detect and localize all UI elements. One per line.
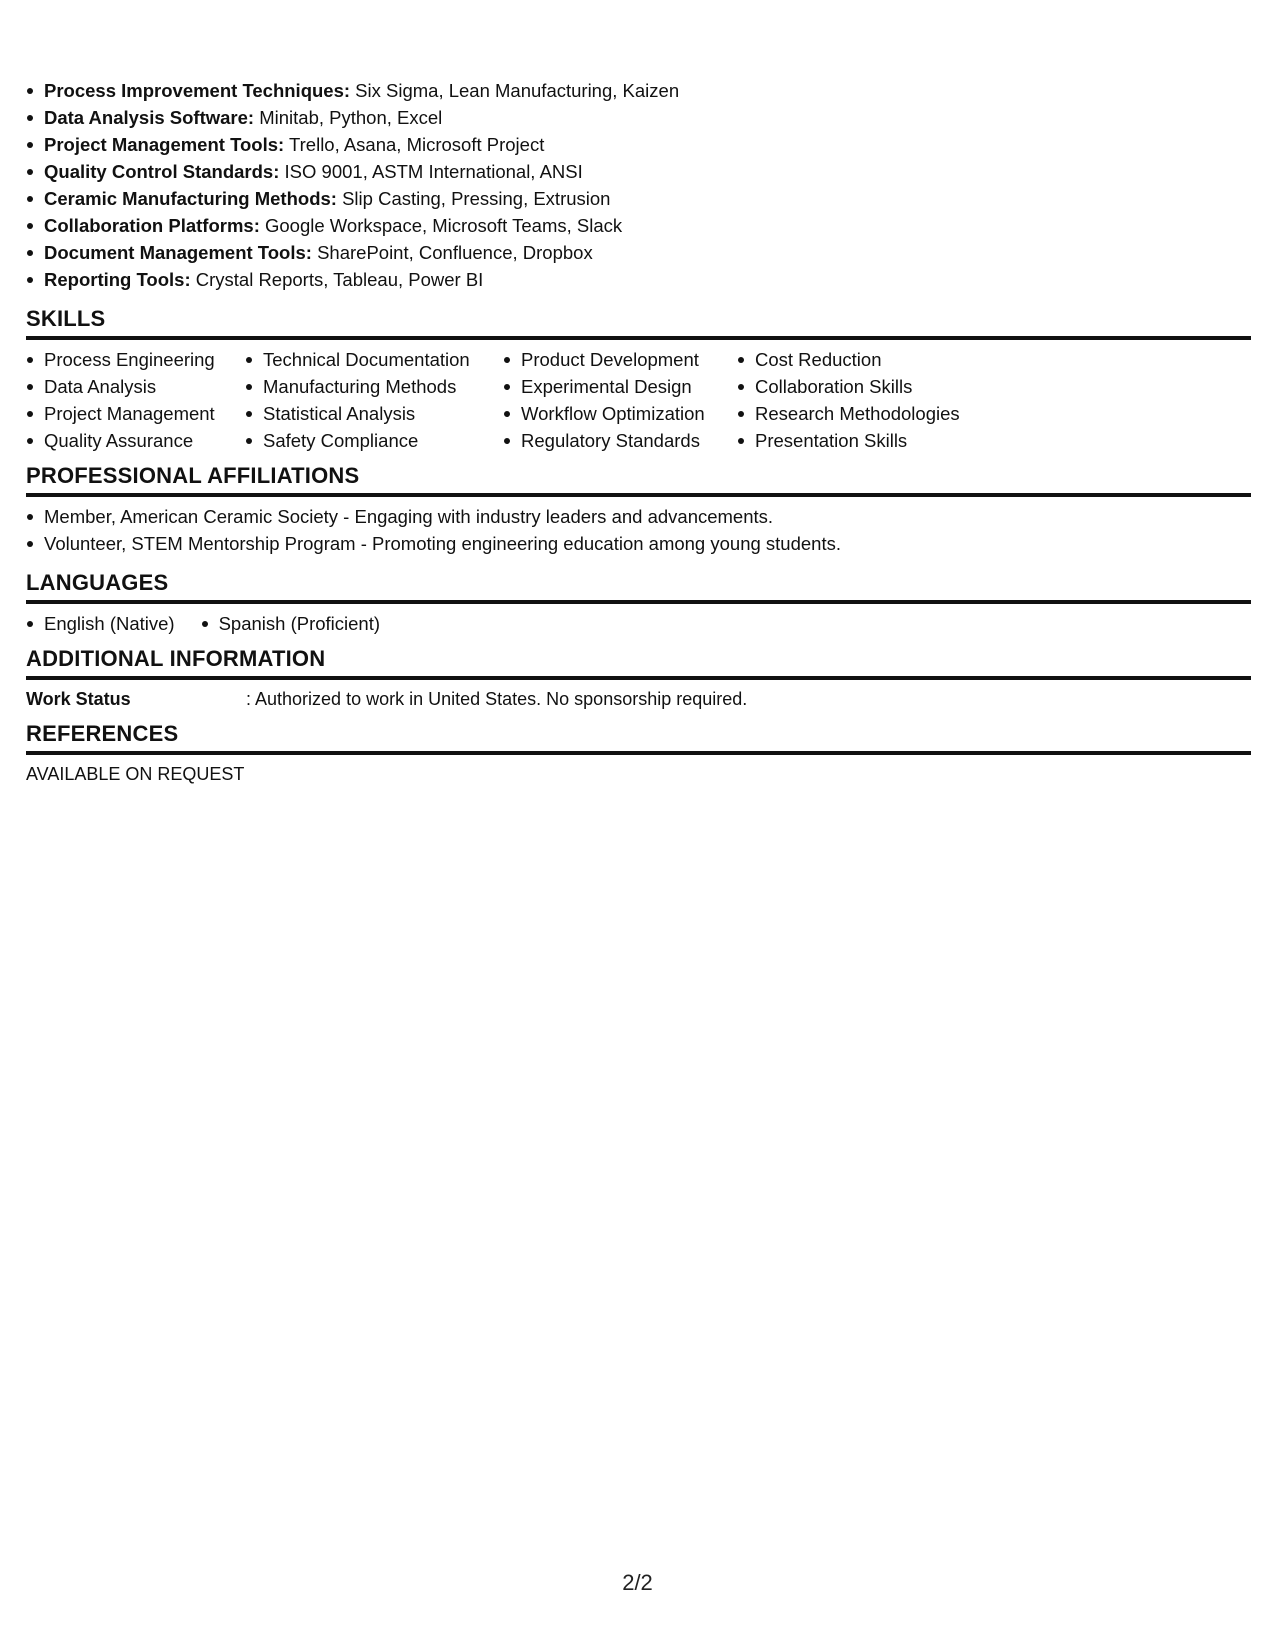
item-value: Minitab, Python, Excel — [259, 107, 443, 128]
work-status-label: Work Status — [26, 689, 131, 709]
skill-item: Cost Reduction — [737, 346, 997, 373]
skill-item: Product Development — [503, 346, 737, 373]
list-item — [26, 266, 1251, 293]
skill-item: Presentation Skills — [737, 427, 997, 454]
affiliations-list — [26, 503, 1251, 557]
skill-item: Experimental Design — [503, 373, 737, 400]
skill-item: Technical Documentation — [245, 346, 503, 373]
page-content — [26, 77, 1251, 787]
section-divider — [26, 676, 1251, 680]
item-value: Six Sigma, Lean Manufacturing, Kaizen — [355, 80, 680, 101]
section-divider — [26, 493, 1251, 497]
section-divider — [26, 751, 1251, 755]
skills-grid — [26, 346, 1251, 454]
list-item — [26, 77, 1251, 104]
skill-item: Workflow Optimization — [503, 400, 737, 427]
skill-item: Regulatory Standards — [503, 427, 737, 454]
section-divider — [26, 336, 1251, 340]
item-label: Process Improvement Techniques: — [44, 80, 351, 101]
work-status-value: : Authorized to work in United States. No sponsorship required. — [246, 689, 748, 709]
skill-item: Collaboration Skills — [737, 373, 997, 400]
item-label: Quality Control Standards: — [44, 161, 280, 182]
item-value: Crystal Reports, Tableau, Power BI — [195, 269, 484, 290]
skill-item: Statistical Analysis — [245, 400, 503, 427]
list-item — [26, 239, 1251, 266]
affiliations-heading: PROFESSIONAL AFFILIATIONS — [26, 463, 360, 488]
item-label: Collaboration Platforms: — [44, 215, 260, 236]
skills-column — [737, 346, 997, 454]
languages-heading: LANGUAGES — [26, 570, 169, 595]
item-value: ISO 9001, ASTM International, ANSI — [284, 161, 583, 182]
list-item — [26, 104, 1251, 131]
additional-info-heading: ADDITIONAL INFORMATION — [26, 646, 326, 671]
skills-heading: SKILLS — [26, 306, 106, 331]
item-value: SharePoint, Confluence, Dropbox — [317, 242, 593, 263]
skill-item: Data Analysis — [26, 373, 228, 400]
skill-item: Quality Assurance — [26, 427, 228, 454]
language-item: Spanish (Proficient) — [201, 610, 380, 637]
list-item — [26, 158, 1251, 185]
skill-item: Project Management — [26, 400, 228, 427]
item-value: Trello, Asana, Microsoft Project — [289, 134, 545, 155]
language-item: English (Native) — [26, 610, 175, 637]
section-divider — [26, 600, 1251, 604]
skill-item: Research Methodologies — [737, 400, 997, 427]
references-heading: REFERENCES — [26, 721, 179, 746]
item-label: Ceramic Manufacturing Methods: — [44, 188, 337, 209]
list-item: Volunteer, STEM Mentorship Program - Promoting engineering education among young students. — [26, 530, 1251, 557]
work-status-row — [26, 686, 1251, 712]
technical-skills-list — [26, 77, 1251, 293]
skills-column — [245, 346, 503, 454]
list-item — [26, 131, 1251, 158]
list-item: Member, American Ceramic Society - Engaging with industry leaders and advancements. — [26, 503, 1251, 530]
item-value: Slip Casting, Pressing, Extrusion — [342, 188, 611, 209]
list-item — [26, 185, 1251, 212]
list-item — [26, 212, 1251, 239]
item-label: Data Analysis Software: — [44, 107, 255, 128]
skills-column — [503, 346, 737, 454]
skill-item: Safety Compliance — [245, 427, 503, 454]
item-label: Project Management Tools: — [44, 134, 285, 155]
skills-column — [26, 346, 228, 454]
languages-list — [26, 610, 1251, 637]
skill-item: Process Engineering — [26, 346, 228, 373]
item-label: Reporting Tools: — [44, 269, 191, 290]
item-label: Document Management Tools: — [44, 242, 312, 263]
skill-item: Manufacturing Methods — [245, 373, 503, 400]
item-value: Google Workspace, Microsoft Teams, Slack — [265, 215, 623, 236]
references-text: AVAILABLE ON REQUEST — [26, 764, 245, 784]
page-number: 2/2 — [622, 1570, 653, 1595]
